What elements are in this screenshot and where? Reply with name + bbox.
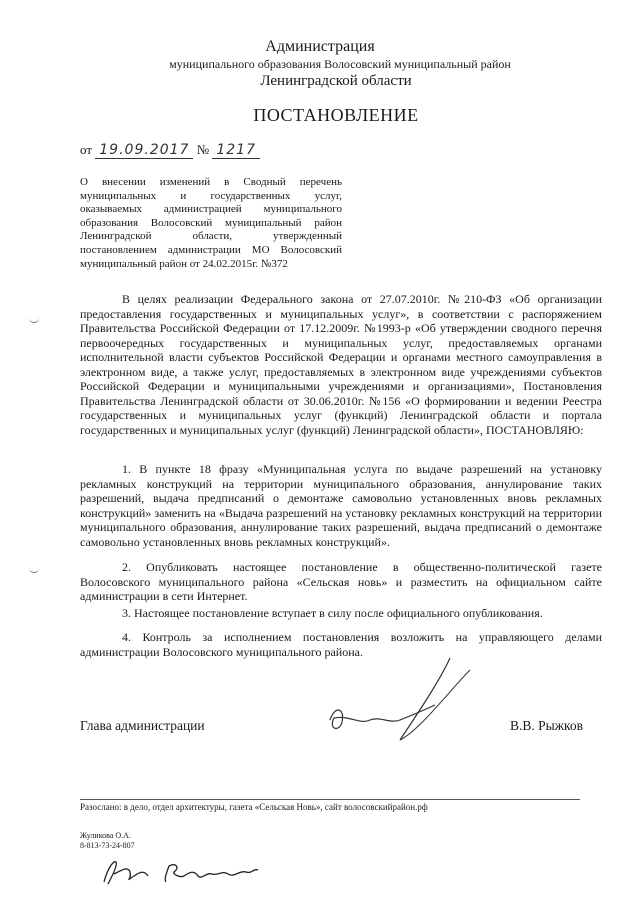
document-number: 1217 xyxy=(212,142,260,159)
executor-phone: 8-813-73-24-807 xyxy=(80,841,135,850)
distribution-list: Разослано: в дело, отдел архитектуры, газета «Сельская Новь», сайт волосовскийрайон.рф xyxy=(80,802,428,812)
margin-punch-mark xyxy=(29,568,39,573)
number-sign: № xyxy=(196,142,210,157)
handwritten-signature xyxy=(300,650,480,750)
document-subject: О внесении изменений в Сводный перечень муниципальных и государственных услуг, оказываемых администрацией муниципального образования Волосовский муниципальный район Ленинградской области, утвержденный постановлением администрации МО Волосовский муниципальный район от 24.02.2015г. №372 xyxy=(80,176,342,270)
signatory-title: Глава администрации xyxy=(80,718,205,733)
date-number-line xyxy=(80,142,260,158)
item-3-paragraph: 3. Настоящее постановление вступает в силу после официального опубликования. xyxy=(122,606,543,620)
executor-info xyxy=(80,831,135,851)
signatory-name: В.В. Рыжков xyxy=(510,718,584,733)
item-4-paragraph: 4. Контроль за исполнением постановления возложить на управляющего делами администрации Волосовского муниципального района. xyxy=(80,630,602,659)
preamble-paragraph: В целях реализации Федерального закона от 27.07.2010г. №210-ФЗ «Об организации предоставления государственных и муниципальных услуг», в соответствии с распоряжением Правительства Российской Федерации от 17.12.2009г. №1993-р «Об утверждении сводного перечня первоочередных государственных и муниципальных услуг, предоставляемых органами исполнительной власти субъектов Российской Федерации и органами местного самоуправления в электронном виде, а также услуг, предоставляемых в электронном виде учреждениями субъектов Российской Федерации и муниципальными учреждениями и организациями», Постановления Правительства Ленинградской области от 30.06.2010г. №156 «О формировании и ведении Реестра государственных и муниципальных услуг (функций) Ленинградской области и портала государственных и муниципальных услуг (функций) Ленинградской области», ПОСТАНОВЛЯЮ: xyxy=(80,292,602,437)
date-prefix: от xyxy=(80,142,93,157)
region-name: Ленинградской области xyxy=(260,73,412,89)
approval-handwriting xyxy=(94,852,264,892)
item-2-paragraph: 2. Опубликовать настоящее постановление в общественно-политической газете Волосовского муниципального района «Сельская новь» и разместить на официальном сайте администрации в сети Интернет. xyxy=(80,560,602,603)
document-date: 19.09.2017 xyxy=(95,142,193,159)
document-title: ПОСТАНОВЛЕНИЕ xyxy=(253,105,419,125)
org-subline: муниципального образования Волосовский муниципальный район xyxy=(169,57,511,71)
footer-divider xyxy=(80,799,580,800)
org-name: Администрация xyxy=(265,38,375,55)
margin-punch-mark xyxy=(29,318,39,323)
item-1-paragraph: 1. В пункте 18 фразу «Муниципальная услуга по выдаче разрешений на установку рекламных конструкций на территории муниципального образования, аннулирование таких разрешений, выдача предписаний о демонтаже самовольно установленных вновь рекламных конструкций» заменить на «Выдача разрешений на установку рекламных конструкций на территории муниципального образования, аннулирование таких разрешений, выдача предписаний о демонтаже самовольно установленных вновь рекламных конструкций». xyxy=(80,462,602,549)
executor-name: Жуликова О.А. xyxy=(80,831,131,840)
